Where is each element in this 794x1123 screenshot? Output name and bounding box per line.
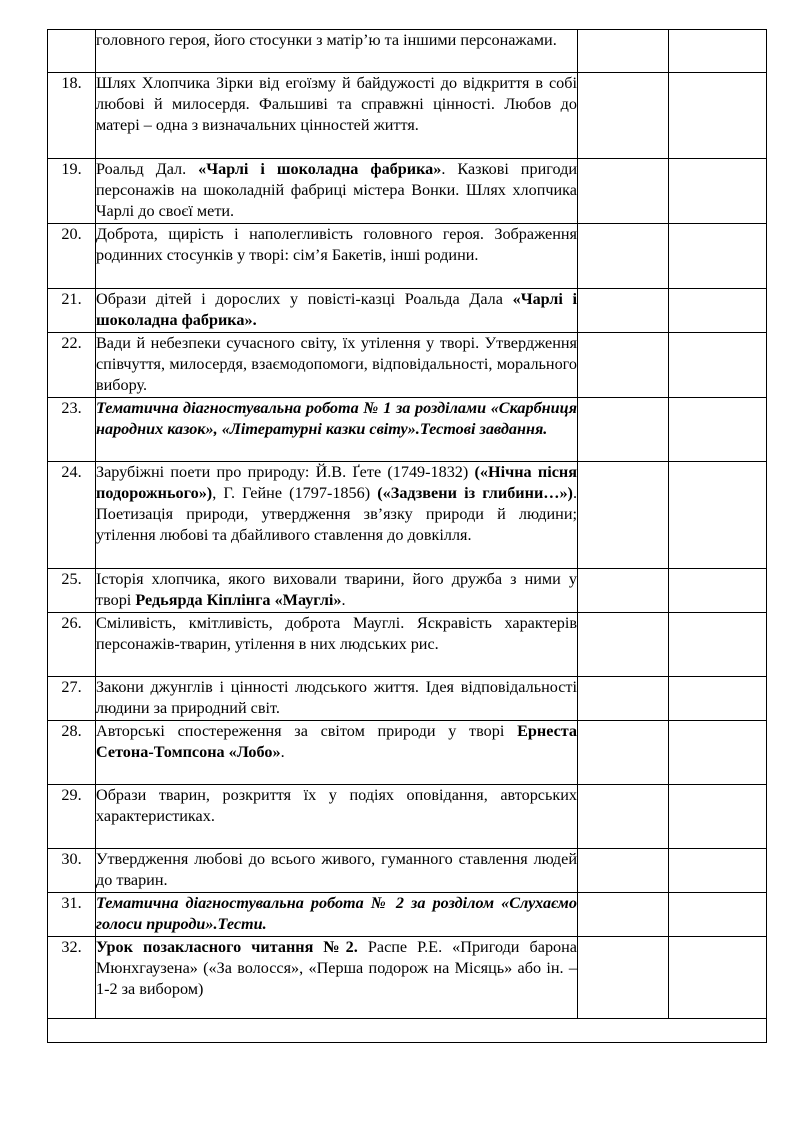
lesson-topic [96,30,578,73]
topic-text-segment: Утвердження любові до всього живого, гуманного ставлення людей до тварин. [96,850,577,889]
topic-text-segment: Історія хлопчика, якого виховали тварини, його дружба з ними у творі [96,570,577,609]
lesson-number: 31. [48,893,96,937]
topic-text-segment: («Нічна пісня подорожнього») [96,463,577,502]
lesson-number: 19. [48,159,96,224]
notes-cell [669,721,767,785]
date-cell [578,785,669,849]
date-cell [578,462,669,569]
notes-cell [669,224,767,289]
date-cell [578,333,669,398]
lesson-topic [96,893,578,937]
topic-text-segment: Образи тварин, розкриття їх у подіях оповідання, авторських характеристиках. [96,786,577,825]
table-row [48,398,767,462]
date-cell [578,721,669,785]
notes-cell [669,159,767,224]
topic-text-segment: головного героя, його стосунки з матір’ю та іншими персонажами. [96,31,557,49]
notes-cell [669,785,767,849]
topic-text-segment: . Казкові пригоди персонажів на шоколадній фабриці містера Вонки. Шлях хлопчика Чарлі до своєї мети. [96,160,577,220]
lesson-number: 20. [48,224,96,289]
notes-cell [669,289,767,333]
table-row [48,159,767,224]
date-cell [578,30,669,73]
lesson-topic [96,785,578,849]
date-cell [578,677,669,721]
topic-text-segment: , Г. Гейне (1797-1856) [212,484,378,502]
table-row [48,893,767,937]
topic-text-segment: Закони джунглів і цінності людського життя. Ідея відповідальності людини за природний світ. [96,678,577,717]
lesson-number: 21. [48,289,96,333]
lesson-number: 24. [48,462,96,569]
lesson-topic [96,721,578,785]
table-row [48,289,767,333]
notes-cell [669,569,767,613]
date-cell [578,398,669,462]
lesson-topic [96,569,578,613]
topic-text-segment: Редьярда Кіплінга «Мауглі» [135,591,342,609]
empty-footer-cell [48,1019,767,1043]
topic-text-segment: Образи дітей і дорослих у повісті-казці Роальда Дала [96,290,513,308]
table-footer-row [48,1019,767,1043]
date-cell [578,289,669,333]
lesson-topic [96,289,578,333]
lesson-number: 23. [48,398,96,462]
lesson-number: 25. [48,569,96,613]
topic-text-segment: Авторські спостереження за світом природи у творі [96,722,518,740]
lesson-topic [96,462,578,569]
topic-text-segment: . Поетизація природи, утвердження зв’язку природи й людини; утілення любові та дбайливого ставлення до довкілля. [96,484,577,544]
notes-cell [669,613,767,677]
table-row [48,73,767,159]
topic-text-segment: . [280,743,285,761]
lesson-number: 22. [48,333,96,398]
lesson-topic [96,73,578,159]
table-row [48,569,767,613]
lesson-number: 29. [48,785,96,849]
lesson-topic [96,333,578,398]
lesson-topic [96,224,578,289]
lesson-number [48,30,96,73]
table-row [48,849,767,893]
topic-text-segment: «Чарлі і шоколадна фабрика» [198,160,442,178]
date-cell [578,73,669,159]
notes-cell [669,893,767,937]
table-row [48,721,767,785]
topic-text-segment: Тематична діагностувальна робота № 2 за розділом «Слухаємо голоси природи».Тести. [96,894,577,933]
notes-cell [669,462,767,569]
notes-cell [669,398,767,462]
notes-cell [669,30,767,73]
topic-text-segment: «Чарлі і шоколадна фабрика». [96,290,577,329]
notes-cell [669,677,767,721]
date-cell [578,613,669,677]
lesson-plan-body [48,30,767,1043]
lesson-topic [96,159,578,224]
notes-cell [669,849,767,893]
topic-text-segment: Урок позакласного читання №2. [96,938,358,956]
topic-text-segment: Доброта, щирість і наполегливість головного героя. Зображення родинних стосунків у творі: сім’я Бакетів, інші родини. [96,225,577,264]
lesson-number: 28. [48,721,96,785]
notes-cell [669,73,767,159]
date-cell [578,849,669,893]
date-cell [578,569,669,613]
topic-text-segment: Тематична діагностувальна робота № 1 за розділами «Скарбниця народних казок», «Літературні казки світу».Тестові завдання. [96,399,577,438]
table-row [48,785,767,849]
lesson-number: 30. [48,849,96,893]
lesson-number: 32. [48,937,96,1019]
topic-text-segment: Шлях Хлопчика Зірки від егоїзму й байдужості до відкриття в собі любові й милосердя. Фальшиві та справжні цінності. Любов до матері – одна з визначальних цінностей життя. [96,74,577,134]
topic-text-segment: Распе Р.Е. «Пригоди барона Мюнхгаузена» («За волосся», «Перша подорож на Місяць» або ін. – 1-2 за вибором) [96,938,577,998]
lesson-plan-table [47,29,767,1043]
date-cell [578,159,669,224]
notes-cell [669,333,767,398]
topic-text-segment: Зарубіжні поети про природу: Й.В. Ґете (1749-1832) [96,463,475,481]
date-cell [578,893,669,937]
topic-text-segment: («Задзвени із глибини…») [377,484,573,502]
lesson-topic [96,937,578,1019]
table-row [48,224,767,289]
table-row [48,613,767,677]
notes-cell [669,937,767,1019]
table-row [48,462,767,569]
topic-text-segment: Роальд Дал. [96,160,199,178]
topic-text-segment: . [341,591,346,609]
lesson-topic [96,398,578,462]
lesson-topic [96,613,578,677]
topic-text-segment: Вади й небезпеки сучасного світу, їх утілення у творі. Утвердження співчуття, милосердя, взаємодопомоги, відповідальності, морального вибору. [96,334,577,394]
date-cell [578,937,669,1019]
lesson-topic [96,849,578,893]
lesson-number: 18. [48,73,96,159]
table-row [48,937,767,1019]
lesson-number: 26. [48,613,96,677]
lesson-topic [96,677,578,721]
table-row [48,333,767,398]
date-cell [578,224,669,289]
lesson-number: 27. [48,677,96,721]
table-row [48,30,767,73]
topic-text-segment: Сміливість, кмітливість, доброта Мауглі. Яскравість характерів персонажів-тварин, утілення в них людських рис. [96,614,577,653]
table-row [48,677,767,721]
topic-text-segment: Ернеста Сетона-Томпсона «Лобо» [96,722,577,761]
